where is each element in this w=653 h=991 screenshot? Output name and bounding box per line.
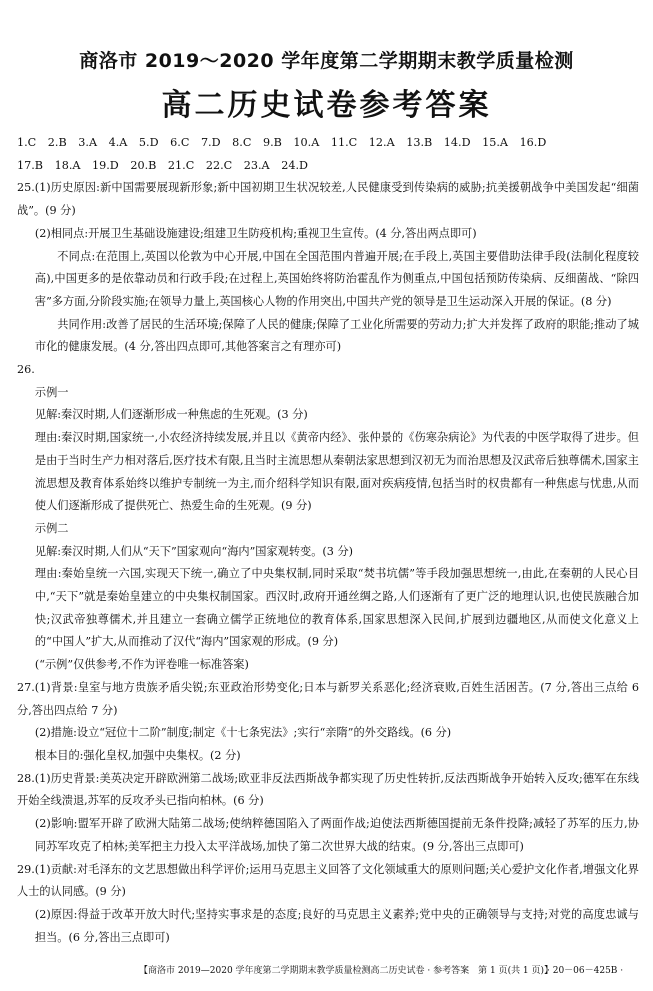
mc-answer: 2.B: [47, 136, 67, 149]
mc-answer: 13.B: [406, 136, 433, 149]
mc-answer: 24.D: [281, 158, 308, 172]
q25-part1: 25.(1)历史原因:新中国需要展现新形象;新中国初期卫生状况较差,人民健康受到传染病的威胁;抗美援朝战争中美国发起“细菌战”。(9 分): [17, 181, 639, 218]
mc-answer: 11.C: [330, 136, 358, 149]
exam-title: 商洛市 2019～2020 学年度第二学期期末教学质量检测: [79, 50, 574, 72]
mc-answers-row-2: [17, 155, 639, 178]
q26-example2-label: 示例二: [34, 521, 69, 535]
mc-answer: 15.A: [482, 136, 508, 149]
q25-differences: 不同点:在范围上,英国以伦敦为中心开展,中国在全国范围内普遍开展;在手段上,英国主要借助法律手段(法制化程度较高),中国更多的是依靠动员和行政手段;在过程上,英国始终将防治霍乱作为侧重点,中国包括预防传染病、反细菌战、“除四害”多方面,分阶段实施;在领导力量上,英国核心人物的作用突出,中国共产党的领导是卫生运动深入开展的保证。(8 分): [34, 249, 639, 308]
q26-example2-view: 见解:秦汉时期,人们从“天下”国家观向“海内”国家观转变。(3 分): [34, 544, 354, 558]
q26-number: 26.: [17, 363, 35, 377]
footer-info: 【商洛市 2019—2020 学年度第二学期期末教学质量检测高二历史试卷 · 参考答案 第 1 页(共 1 页)】: [139, 966, 554, 976]
mc-answer: 4.A: [108, 136, 128, 149]
q27-part1: 27.(1)背景:皇室与地方贵族矛盾尖锐;东亚政治形势变化;日本与新罗关系恶化;经济衰败,百姓生活困苦。(7 分,答出三点给 6 分,答出四点给 7 分): [17, 680, 639, 717]
q29-part2: (2)原因:得益于改革开放大时代;坚持实事求是的态度;良好的马克思主义素养;党中央的正确领导与支持;对党的高度忠诚与担当。(6 分,答出三点即可): [34, 907, 639, 944]
q28-part2: (2)影响:盟军开辟了欧洲大陆第二战场;使纳粹德国陷入了两面作战;迫使法西斯德国提前无条件投降;减轻了苏军的压力,协同苏军攻克了柏林;美军把主力投入太平洋战场,加快了第二次世界大战的结束。(9 分,答出三点即可): [34, 817, 639, 853]
q27-part2: (2)措施:设立“冠位十二阶”制度;制定《十七条宪法》;实行“亲隋”的外交路线。(6 分): [34, 726, 452, 740]
mc-answer: 9.B: [262, 136, 282, 149]
answer-content: [17, 132, 639, 949]
q26-note: (“示例”仅供参考,不作为评卷唯一标准答案): [34, 658, 249, 672]
mc-answer: 23.A: [243, 158, 270, 172]
mc-answer: 18.A: [54, 158, 81, 172]
q25-common-effects: 共同作用:改善了居民的生活环境;保障了人民的健康;保障了工业化所需要的劳动力;扩大并发挥了政府的职能;推动了城市化的健康发展。(4 分,答出四点即可,其他答案言之有理亦可): [34, 317, 639, 354]
mc-answer: 8.C: [232, 136, 252, 149]
q25-part2: (2)相同点:开展卫生基础设施建设;组建卫生防疫机构;重视卫生宣传。(4 分,答出两点即可): [34, 226, 477, 240]
mc-answer: 10.A: [293, 136, 320, 149]
mc-answer: 14.D: [443, 136, 471, 149]
mc-answer: 1.C: [17, 136, 37, 149]
mc-answer: 3.A: [78, 136, 98, 149]
answer-key-title: 高二历史试卷参考答案: [161, 88, 492, 123]
mc-answer: 22.C: [205, 158, 233, 172]
mc-answers-row-1: [17, 132, 639, 155]
q28-part1: 28.(1)历史背景:美英决定开辟欧洲第二战场;欧亚非反法西斯战争都实现了历史性转折,反法西斯战争开始转入反攻;德军在东线开始全线溃退,苏军的反攻矛头已指向柏林。(6 分): [17, 771, 639, 808]
mc-answer: 16.D: [519, 136, 547, 149]
q26-example1-label: 示例一: [34, 385, 69, 399]
mc-answer: 17.B: [17, 158, 44, 172]
footer-code: · 20－06－425B ·: [547, 966, 624, 976]
mc-answer: 6.C: [170, 136, 190, 149]
mc-answer: 12.A: [368, 136, 395, 149]
mc-answer: 7.D: [200, 136, 221, 149]
q26-example2-reason: 理由:秦始皇统一六国,实现天下统一,确立了中央集权制,同时采取“焚书坑儒”等手段加强思想统一,由此,在秦朝的人民心目中,“天下”就是秦始皇建立的中央集权制国家。西汉时,政府开通丝绸之路,人们逐渐有了更广泛的地理认识,也使民族融合加快;汉武帝独尊儒术,并且建立一套确立儒学正统地位的教育体系,国家思想深入民间,扩展到边疆地区,从而使文化意义上的“中国人”扩大,从而推动了汉代“海内”国家观的形成。(9 分): [34, 567, 639, 649]
q26-example1-view: 见解:秦汉时期,人们逐渐形成一种焦虑的生死观。(3 分): [34, 408, 308, 422]
mc-answer: 21.C: [167, 158, 195, 172]
q26-example1-reason: 理由:秦汉时期,国家统一,小农经济持续发展,并且以《黄帝内经》、张仲景的《伤寒杂病论》为代表的中医学取得了进步。但是由于当时生产力相对落后,医疗技术有限,且当时主流思想从秦朝法家思想到汉初无为而治思想及汉武帝后独尊儒术,国家主流思想及教育体系始终以维护专制统一为主,而介绍科学知识有限,面对疾病疫情,包括当时的权贵都有一种焦虑与忧患,从而使人们逐渐形成了提供死亡、热爱生命的生死观。(9 分): [34, 431, 639, 513]
q27-purpose: 根本目的:强化皇权,加强中央集权。(2 分): [34, 748, 241, 762]
mc-answer: 5.D: [138, 136, 159, 149]
q29-part1: 29.(1)贡献:对毛泽东的文艺思想做出科学评价;运用马克思主义回答了文化领域重大的原则问题;关心爱护文化作者,增强文化界人士的认同感。(9 分): [17, 862, 639, 899]
mc-answer: 19.D: [92, 158, 119, 172]
mc-answer: 20.B: [130, 158, 157, 172]
